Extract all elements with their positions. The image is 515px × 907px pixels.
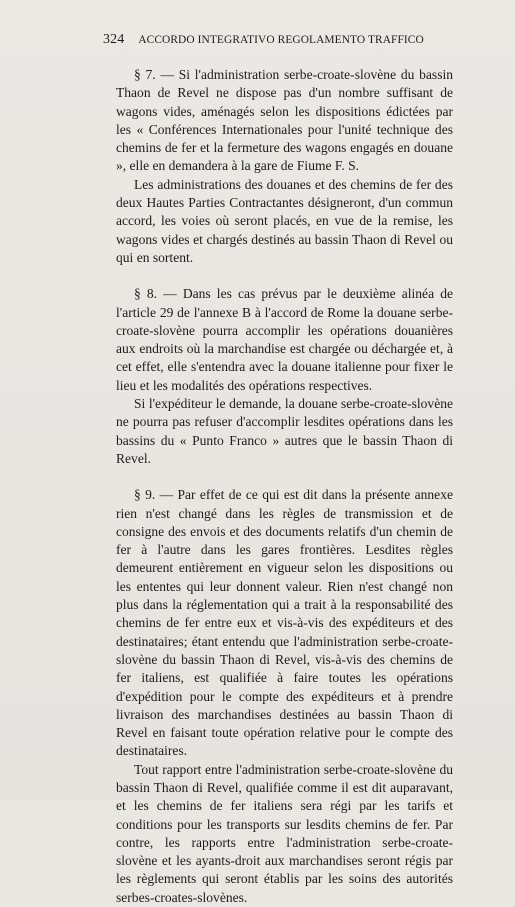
section-gap — [116, 267, 453, 285]
paragraph-section-7: § 7. — Si l'administration serbe-croate-slovène du bassin Thaon de Revel ne dispose pas d'un nombre suffisant de wagons vides, aménagés selon les dispositions édictées par les « Conférences Internationales pour l'unité technique des chemins de fer et la fermeture des wagons engagés en douane », elle en demandera à la gare de Fiume F. S. — [116, 67, 453, 174]
section-gap — [116, 468, 453, 486]
paragraph-section-8: § 8. — Dans les cas prévus par le deuxième alinéa de l'article 29 de l'annexe B à l'accord de Rome la douane serbe-croate-slovène pourra accomplir les opérations douanières aux endroits où la marchandise est chargée ou déchargée et, à cet effet, elle s'entendra avec la douane italienne pour fixer le lieu et les modalités des opérations respectives. — [116, 286, 453, 393]
page-header — [103, 32, 429, 48]
paragraph-section-9-continued: Tout rapport entre l'administration serbe-croate-slovène du bassin Thaon di Revel, qualifiée comme il est dit auparavant, et les chemins de fer italiens sera régi par les tarifs et conditions pour les transports sur lesdits chemins de fer. Par contre, les rapports entre l'administration serbe-croate-slovène et les ayants-droit aux marchandises seront régis par les règlements qui seront établis par les soins des autorités serbes-croates-slovènes. — [116, 761, 453, 905]
running-title: ACCORDO INTEGRATIVO REGOLAMENTO TRAFFICO — [138, 34, 424, 46]
paragraph-section-8-continued: Si l'expéditeur le demande, la douane serbe-croate-slovène ne pourra pas refuser d'accomplir lesdites opérations dans les bassins du « Punto Franco » autres que le bassin Thaon di Revel. — [116, 396, 453, 466]
page-number: 324 — [103, 32, 125, 47]
paragraph-section-7-continued: Les administrations des douanes et des chemins de fer des deux Hautes Parties Contractantes désigneront, d'un commun accord, les voies où seront placés, en vue de la remise, les wagons vides et chargés destinés au bassin Thaon di Revel ou qui en sortent. — [116, 176, 453, 265]
paragraph-section-9: § 9. — Par effet de ce qui est dit dans la présente annexe rien n'est changé dans les règles de transmission et de consigne des envois et des documents relatifs d'un chemin de fer à l'autre dans les gares frontières. Lesdites règles demeurent entièrement en vigueur selon les dispositions ou les ententes qui leur donnent valeur. Rien n'est changé non plus dans la réglementation qui a trait à la responsabilité des chemins de fer entre eux et vis-à-vis des expéditeurs et des destinataires; étant entendu que l'administration serbe-croate-slovène du bassin Thaon di Revel, vis-à-vis des chemins de fer italiens, est qualifiée à faire toutes les opérations d'expédition pour le compte des expéditeurs et à prendre livraison des marchandises destinées au bassin Thaon di Revel en faisant toute opération relative pour le compte des destinataires. — [116, 487, 453, 759]
text-body — [116, 66, 453, 907]
